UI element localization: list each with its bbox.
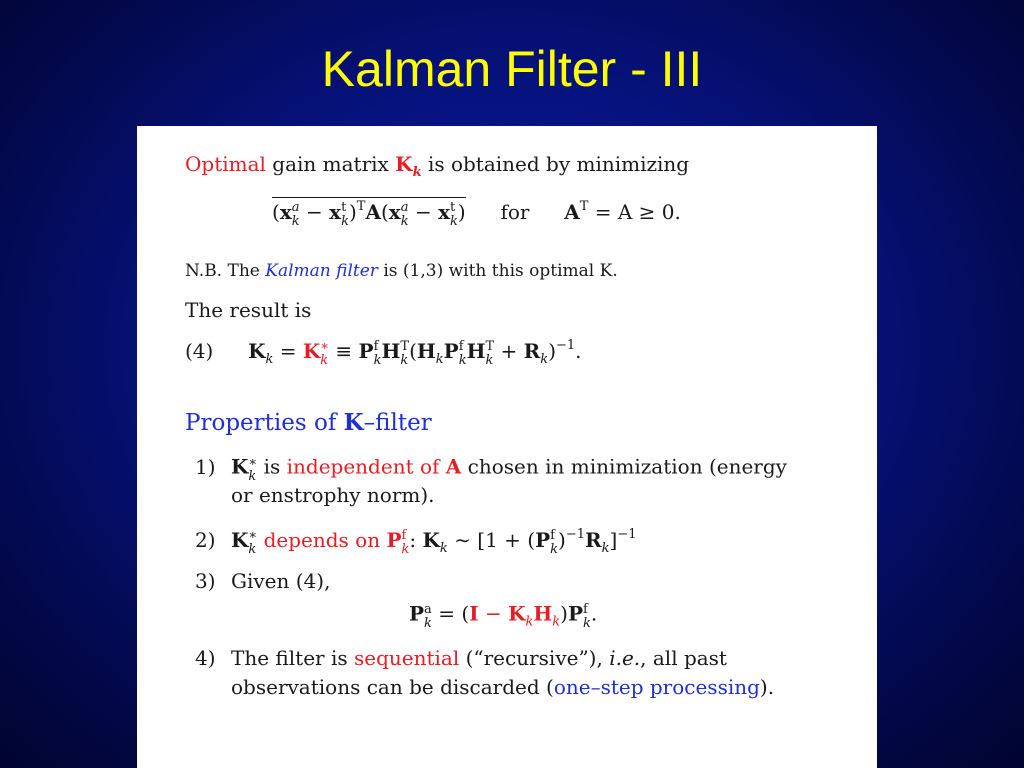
positive-condition: = A ≥ 0. <box>594 200 681 224</box>
nb-prefix: N.B. The <box>185 261 260 281</box>
properties-heading: Properties of K–filter <box>185 409 432 436</box>
one-step-processing-text: one–step processing <box>553 675 760 699</box>
independent-of-text: independent of <box>286 454 440 479</box>
nb-line <box>185 263 618 280</box>
nb-suffix: is (1,3) with this optimal K. <box>383 261 618 281</box>
analysis-covariance-equation: P a k = $(I - K_kH_k)P$ f k . <box>409 601 598 631</box>
sequential-text: sequential <box>353 646 460 670</box>
property-item-1-line2: or enstrophy norm). <box>231 483 435 507</box>
property-item-3: 3) Given (4), <box>195 569 331 593</box>
matrix-A: A <box>564 200 580 224</box>
intro-line <box>185 154 689 179</box>
gain-matrix-symbol: $K_k$ <box>395 152 422 180</box>
result-intro: The result is <box>185 298 312 322</box>
for-word: for <box>500 200 530 224</box>
property-item-2: 2) K ∗ k depends on P f k : $K_k$ ∼ [1 + (P f k )$^{-1}R_k]^{-1}$ <box>195 527 637 557</box>
intro-text: gain matrix <box>272 152 389 176</box>
property-item-4: 4) The filter is sequential (“recursive”), i.e., all past <box>195 646 727 670</box>
optimal-word: Optimal <box>185 152 266 176</box>
slide-title: Kalman Filter - III <box>321 41 703 97</box>
content-panel <box>137 126 877 768</box>
minimize-expression: (x a k − x t k )$^T$A(x a k − x t k ) for $A^T = A \ge 0$. <box>272 199 681 229</box>
depends-on-text: depends on <box>263 528 381 552</box>
equation-4: (4) $K_k = K$ ∗ k ≡ P f k H T k ($H_kP$ f k H T k + $R_k)^{-1}$. <box>185 338 582 368</box>
property-item-1: 1) K ∗ k is independent of A chosen in minimization (energy <box>195 454 787 484</box>
cost-function: (x a k − x t k )$^T$A(x a k − x t k ) <box>272 199 466 229</box>
intro-tail: is obtained by minimizing <box>427 152 690 176</box>
equation-label: (4) <box>185 339 214 363</box>
property-item-4-line2: observations can be discarded (one–step processing). <box>231 675 775 699</box>
kalman-filter-term: Kalman filter <box>265 261 378 281</box>
